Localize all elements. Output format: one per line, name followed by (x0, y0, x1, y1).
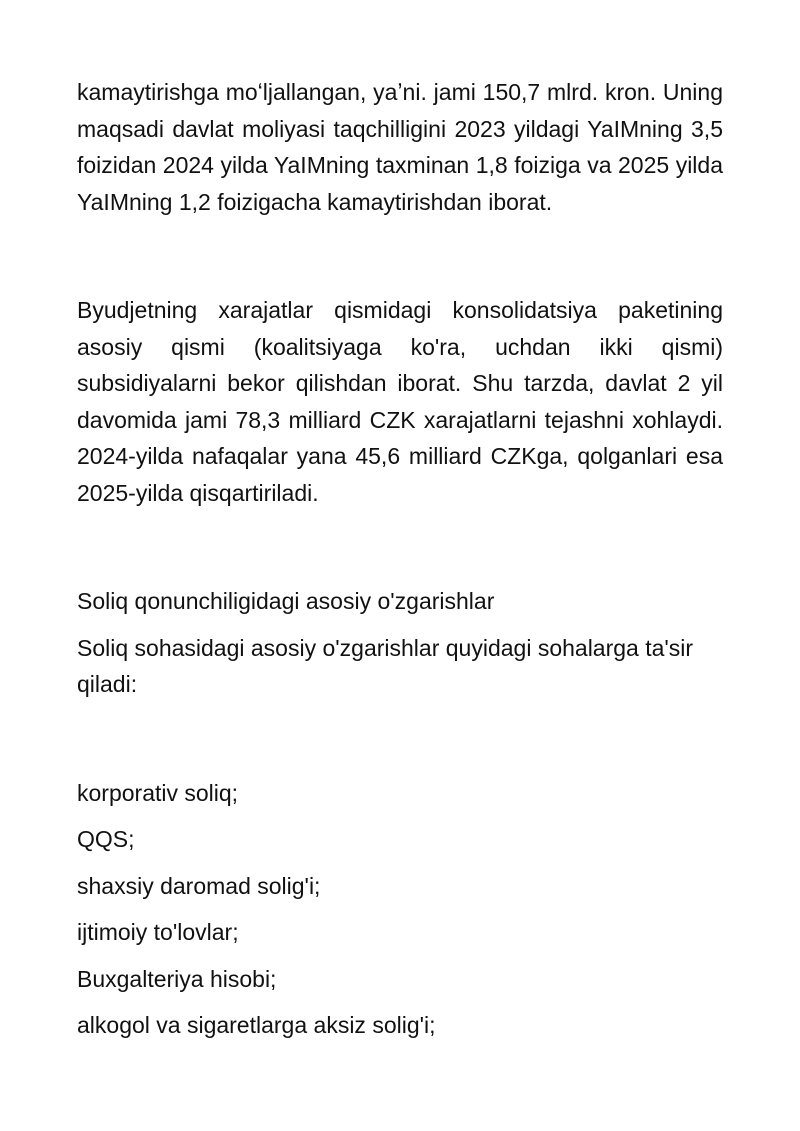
tax-change-list (77, 775, 723, 1044)
paragraph-budget-reduction: kamaytirishga moʻljallangan, yaʼni. jami 150,7 mlrd. kron. Uning maqsadi davlat moliyasi taqchilligini 2023 yildagi YaIMning 3,5 foizidan 2024 yilda YaIMning taxminan 1,8 foiziga va 2025 yilda YaIMning 1,2 foizigacha kamaytirishdan iborat. (77, 79, 723, 215)
list-item: shaxsiy daromad solig'i; (77, 872, 321, 899)
list-item: Buxgalteriya hisobi; (77, 965, 277, 992)
list-item: alkogol va sigaretlarga aksiz solig'i; (77, 1012, 436, 1038)
section-lead: Soliq sohasidagi asosiy o'zgarishlar quyidagi sohalarga ta'sir qiladi: (77, 634, 694, 697)
list-item: korporativ soliq; (77, 779, 239, 806)
section-heading: Soliq qonunchiligidagi asosiy o'zgarishlar (77, 588, 495, 614)
list-item: ijtimoiy to'lovlar; (77, 919, 239, 945)
paragraph-expenditure-consolidation: Byudjetning xarajatlar qismidagi konsolidatsiya paketining asosiy qismi (koalitsiyaga ko'ra, uchdan ikki qismi) subsidiyalarni bekor qilishdan iborat. Shu tarzda, davlat 2 yil davomida jami 78,3 milliard CZK xarajatlarni tejashni xohlaydi. 2024-yilda nafaqalar yana 45,6 milliard CZKga, qolganlari esa 2025-yilda qisqartiriladi. (77, 297, 723, 506)
list-item: QQS; (77, 826, 135, 852)
